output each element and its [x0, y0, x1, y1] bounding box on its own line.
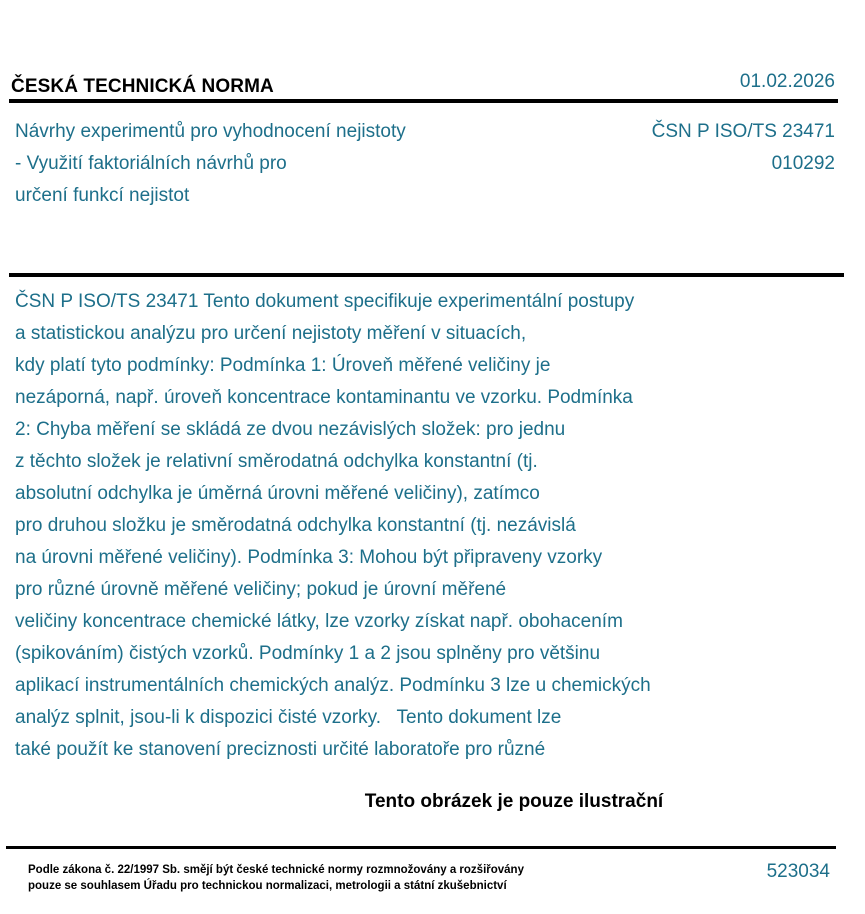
standard-title-line: - Využití faktoriálních návrhů pro [15, 153, 287, 174]
abstract-text [15, 286, 755, 766]
abstract-line: pro druhou složku je směrodatná odchylka konstantní (tj. nezávislá [15, 515, 576, 536]
standard-title-line: určení funkcí nejistot [15, 185, 190, 206]
abstract-line: také použít ke stanovení preciznosti určité laboratoře pro různé [15, 739, 546, 760]
legal-notice [28, 862, 524, 894]
abstract-line: z těchto složek je relativní směrodatná odchylka konstantní (tj. [15, 451, 538, 472]
footer-rule [6, 846, 836, 849]
abstract-line: nezáporná, např. úroveň koncentrace kontaminantu ve vzorku. Podmínka [15, 387, 633, 408]
publication-date: 01.02.2026 [739, 71, 835, 92]
standard-title-line: Návrhy experimentů pro vyhodnocení nejistoty [15, 121, 406, 142]
abstract-line: 2: Chyba měření se skládá ze dvou nezávislých složek: pro jednu [15, 419, 566, 440]
abstract-line: a statistickou analýzu pro určení nejistoty měření v situacích, [15, 323, 527, 344]
abstract-line: ČSN P ISO/TS 23471 Tento dokument specifikuje experimentální postupy [15, 291, 635, 312]
illustration-note: Tento obrázek je pouze ilustrační [364, 791, 664, 812]
section-rule [9, 273, 844, 277]
header-rule [9, 99, 838, 103]
abstract-line: pro různé úrovně měřené veličiny; pokud je úrovní měřené [15, 579, 507, 600]
abstract-line: aplikací instrumentálních chemických analýz. Podmínku 3 lze u chemických [15, 675, 651, 696]
abstract-line: kdy platí tyto podmínky: Podmínka 1: Úroveň měřené veličiny je [15, 355, 551, 376]
standard-identifier [652, 116, 835, 180]
abstract-line: analýz splnit, jsou-li k dispozici čisté vzorky. Tento dokument lze [15, 707, 562, 728]
document-type-heading: ČESKÁ TECHNICKÁ NORMA [11, 76, 274, 97]
abstract-line: veličiny koncentrace chemické látky, lze vzorky získat např. obohacením [15, 611, 623, 632]
abstract-line: absolutní odchylka je úměrná úrovni měřené veličiny), zatímco [15, 483, 540, 504]
standard-code: ČSN P ISO/TS 23471 [651, 121, 835, 142]
legal-notice-line: Podle zákona č. 22/1997 Sb. smějí být české technické normy rozmnožovány a rozšiřovány [28, 864, 524, 876]
catalog-number: 523034 [766, 861, 830, 882]
abstract-line: (spikováním) čistých vzorků. Podmínky 1 a 2 jsou splněny pro většinu [15, 643, 601, 664]
classification-number: 010292 [771, 153, 835, 174]
abstract-line: na úrovni měřené veličiny). Podmínka 3: Mohou být připraveny vzorky [15, 547, 603, 568]
standard-title [15, 116, 406, 212]
legal-notice-line: pouze se souhlasem Úřadu pro technickou normalizaci, metrologii a státní zkušebnictví [28, 880, 507, 892]
